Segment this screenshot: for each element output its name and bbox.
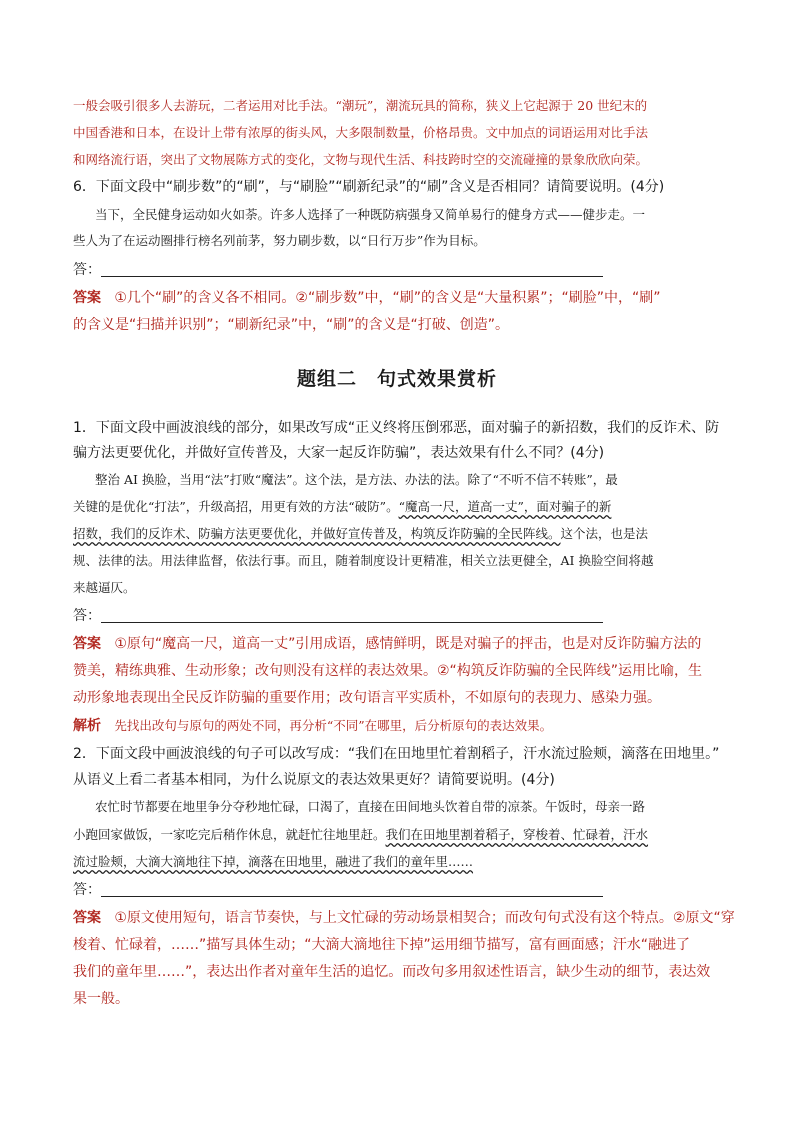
passage-line — [73, 852, 723, 872]
analysis-text: 先找出改句与原句的两处不同，再分析“不同”在哪里，后分析原句的表达效果。 — [114, 718, 553, 733]
answer-tag: 答案 — [73, 636, 101, 652]
section-title: 题组二 句式效果赏析 — [296, 368, 497, 390]
analysis-continued-line: 中国香港和日本，在设计上带有浓厚的街头风，大多限制数量，价格昂贵。文中加点的词语运用对比手法 — [73, 125, 649, 140]
passage-line — [73, 825, 723, 845]
passage-text: 关键的是优化“打法”，升级高招，用更有效的方法“破防”。 — [73, 499, 399, 514]
answer-tag: 答案 — [73, 910, 101, 926]
answer-line: 果一般。 — [73, 991, 129, 1007]
answer-line: 我们的童年里……”，表达出作者对童年生活的追忆。而改句多用叙述性语言，缺少生动的细节，表达效 — [73, 964, 711, 980]
question-2-text: 从语义上看二者基本相同，为什么说原文的表达效果更好？请简要说明。(4分) — [73, 772, 555, 788]
answer-prompt: 答： — [73, 608, 101, 624]
analysis-tag: 解析 — [73, 718, 101, 734]
answer-blank-line — [101, 276, 603, 277]
answer-line: 梭着、忙碌着，……”描写具体生动；“大滴大滴地往下掉”运用细节描写，富有画面感；汗水“融进了 — [73, 937, 691, 953]
passage-line — [73, 497, 723, 517]
answer-blank-line — [101, 896, 603, 897]
answer-text: ①几个“刷”的含义各不相同。②“刷步数”中，“刷”的含义是“大量积累”；“刷脸”中，“刷” — [114, 290, 661, 306]
question-1-text: 1．下面文段中画波浪线的部分，如果改写成“正义终将压倒邪恶，面对骗子的新招数，我们的反诈术、防 — [73, 420, 720, 436]
analysis-continued-line: 和网络流行语，突出了文物展陈方式的变化，文物与现代生活、科技跨时空的交流碰撞的景象欣欣向荣。 — [73, 152, 649, 167]
wavy-underlined-text: “魔高一尺，道高一丈”，面对骗子的新 — [398, 499, 612, 514]
question-1-text: 骗方法更要优化，并做好宣传普及，大家一起反诈防骗”，表达效果有什么不同？(4分) — [73, 445, 605, 461]
answer-line: 的含义是“扫描并识别”；“刷新纪录”中，“刷”的含义是“打破、创造”。 — [73, 317, 510, 333]
passage-line: 些人为了在运动圈排行榜名列前茅，努力刷步数，以“日行万步”作为目标。 — [73, 233, 486, 248]
answer-prompt: 答： — [73, 882, 101, 898]
answer-blank-line — [101, 622, 603, 623]
passage-line: 规、法律的法。用法律监督，依法行事。而且，随着制度设计更精准，相关立法更健全，AI 换脸空间将越 — [73, 553, 654, 568]
answer-line — [73, 634, 723, 654]
passage-text: 小跑回家做饭，一家吃完后稍作休息，就赶忙往地里赶。 — [73, 827, 386, 842]
question-2-text: 2．下面文段中画波浪线的句子可以改写成：“我们在田地里忙着割稻子，汗水流过脸颊，滴落在田地里。” — [73, 746, 720, 762]
answer-tag: 答案 — [73, 290, 101, 306]
passage-line: 农忙时节都要在地里争分夺秒地忙碌，口渴了，直接在田间地头饮着自带的凉茶。午饭时，母亲一路 — [95, 799, 646, 814]
wavy-underlined-text: 流过脸颊，大滴大滴地往下掉，滴落在田地里，融进了我们的童年里…… — [73, 854, 474, 869]
analysis-continued-line: 一般会吸引很多人去游玩，二者运用对比手法。“潮玩”，潮流玩具的简称，狭义上它起源于 20 世纪末的 — [73, 98, 648, 113]
passage-line: 来越逼仄。 — [73, 580, 136, 595]
answer-text: ①原文使用短句，语言节奏快，与上文忙碌的劳动场景相契合；而改句句式没有这个特点。②原文“穿 — [114, 910, 735, 926]
passage-line: 整治 AI 换脸，当用“法”打败“魔法”。这个法，是方法、办法的法。除了“不听不信不转账”，最 — [95, 472, 618, 487]
answer-line — [73, 908, 735, 928]
question-6-text: 6．下面文段中“刷步数”的“刷”，与“刷脸”“刷新纪录”的“刷”含义是否相同？请简要说明。(4分) — [73, 179, 665, 195]
answer-line: 动形象地表现出全民反诈防骗的重要作用；改句语言平实质朴，不如原句的表现力、感染力强。 — [73, 690, 661, 706]
passage-line — [73, 524, 723, 544]
answer-line — [73, 288, 723, 308]
analysis-line — [73, 716, 723, 736]
answer-prompt: 答： — [73, 262, 101, 278]
passage-text: 这个法，也是法 — [560, 526, 649, 541]
wavy-underlined-text: 招数，我们的反诈术、防骗方法更要优化，并做好宣传普及，构筑反诈防骗的全民阵线。 — [73, 526, 561, 541]
answer-line: 赞美，精练典雅、生动形象；改句则没有这样的表达效果。②“构筑反诈防骗的全民阵线”运用比喻，生 — [73, 663, 703, 679]
wavy-underlined-text: 我们在田地里割着稻子，穿梭着、忙碌着，汗水 — [385, 827, 649, 842]
passage-line: 当下，全民健身运动如火如荼。许多人选择了一种既防病强身又简单易行的健身方式——健步走。一 — [95, 207, 646, 222]
answer-text: ①原句“魔高一尺，道高一丈”引用成语，感情鲜明，既是对骗子的抨击，也是对反诈防骗方法的 — [114, 636, 702, 652]
